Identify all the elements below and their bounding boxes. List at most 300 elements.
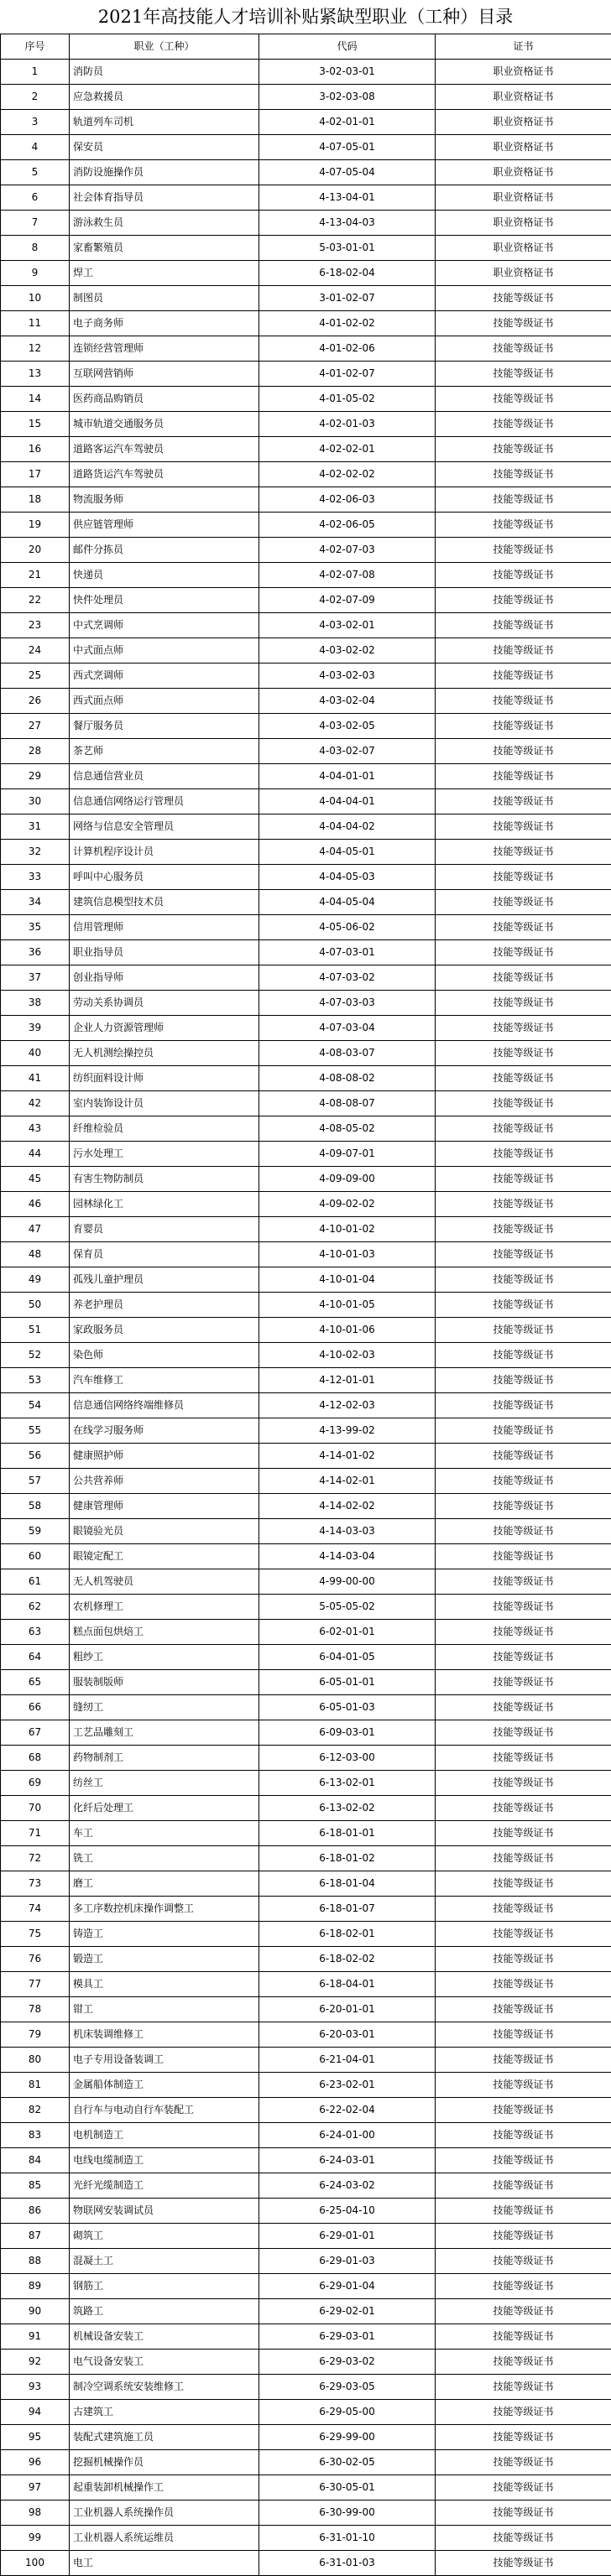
table-row [1,1469,611,1494]
occupation-table [0,34,611,2576]
row-occupation: 信用管理师 [70,915,259,940]
row-code: 4-05-06-02 [259,915,436,940]
row-index: 54 [1,1393,70,1418]
row-certificate: 技能等级证书 [436,1569,611,1595]
row-certificate: 技能等级证书 [436,814,611,840]
row-certificate: 技能等级证书 [436,764,611,789]
row-occupation: 互联网营销师 [70,362,259,387]
row-code: 4-10-01-05 [259,1293,436,1318]
table-row [1,1494,611,1519]
row-code: 4-13-04-03 [259,211,436,236]
table-row [1,764,611,789]
row-certificate: 技能等级证书 [436,563,611,588]
table-row [1,563,611,588]
row-index: 30 [1,789,70,814]
row-index: 82 [1,2098,70,2123]
row-certificate: 技能等级证书 [436,513,611,538]
row-index: 96 [1,2450,70,2475]
row-certificate: 技能等级证书 [436,2475,611,2501]
table-row [1,2324,611,2350]
row-certificate: 技能等级证书 [436,2526,611,2551]
row-index: 43 [1,1116,70,1142]
row-code: 6-24-03-01 [259,2148,436,2173]
row-code: 5-03-01-01 [259,236,436,261]
table-row [1,1569,611,1595]
table-row [1,261,611,286]
header-index: 序号 [1,34,70,60]
table-row [1,2475,611,2501]
row-occupation: 应急救援员 [70,85,259,110]
row-index: 89 [1,2274,70,2299]
row-index: 18 [1,487,70,513]
row-index: 38 [1,991,70,1016]
row-code: 4-10-01-06 [259,1318,436,1343]
row-certificate: 技能等级证书 [436,1771,611,1796]
table-row [1,462,611,487]
row-index: 33 [1,865,70,890]
row-index: 86 [1,2199,70,2224]
row-certificate: 技能等级证书 [436,1091,611,1116]
row-occupation: 装配式建筑施工员 [70,2425,259,2450]
table-row [1,110,611,135]
table-row [1,2249,611,2274]
row-occupation: 电机制造工 [70,2123,259,2148]
row-code: 4-03-02-01 [259,613,436,638]
row-index: 13 [1,362,70,387]
row-occupation: 纺丝工 [70,1771,259,1796]
row-certificate: 技能等级证书 [436,2501,611,2526]
table-row [1,1368,611,1393]
row-occupation: 工业机器人系统操作员 [70,2501,259,2526]
row-index: 78 [1,1997,70,2022]
row-occupation: 工业机器人系统运维员 [70,2526,259,2551]
row-certificate: 技能等级证书 [436,1469,611,1494]
row-index: 91 [1,2324,70,2350]
row-index: 55 [1,1418,70,1444]
row-code: 6-25-04-10 [259,2199,436,2224]
table-row [1,2224,611,2249]
row-occupation: 起重装卸机械操作工 [70,2475,259,2501]
row-index: 7 [1,211,70,236]
table-row [1,211,611,236]
row-occupation: 消防员 [70,60,259,85]
table-row [1,1620,611,1645]
row-code: 6-18-02-01 [259,1922,436,1947]
row-certificate: 职业资格证书 [436,110,611,135]
row-certificate: 技能等级证书 [436,840,611,865]
table-row [1,965,611,991]
table-row [1,1595,611,1620]
row-index: 4 [1,135,70,160]
row-certificate: 技能等级证书 [436,2224,611,2249]
row-certificate: 职业资格证书 [436,160,611,185]
row-certificate: 职业资格证书 [436,261,611,286]
row-index: 88 [1,2249,70,2274]
row-occupation: 建筑信息模型技术员 [70,890,259,915]
row-occupation: 游泳救生员 [70,211,259,236]
row-index: 58 [1,1494,70,1519]
row-index: 51 [1,1318,70,1343]
row-occupation: 钢筋工 [70,2274,259,2299]
row-certificate: 技能等级证书 [436,1846,611,1871]
table-row [1,2123,611,2148]
row-index: 64 [1,1645,70,1670]
row-index: 77 [1,1972,70,1997]
table-row [1,1871,611,1897]
row-index: 74 [1,1897,70,1922]
table-row [1,1746,611,1771]
row-index: 69 [1,1771,70,1796]
table-row [1,236,611,261]
row-certificate: 技能等级证书 [436,1897,611,1922]
table-row [1,2350,611,2375]
row-index: 19 [1,513,70,538]
table-row [1,1947,611,1972]
row-index: 70 [1,1796,70,1821]
row-code: 4-04-04-01 [259,789,436,814]
row-index: 66 [1,1695,70,1720]
table-row [1,1041,611,1066]
row-code: 4-03-02-03 [259,664,436,689]
row-index: 25 [1,664,70,689]
row-occupation: 眼镜验光员 [70,1519,259,1544]
row-certificate: 技能等级证书 [436,437,611,462]
row-index: 6 [1,185,70,211]
table-row [1,160,611,185]
table-row [1,1846,611,1871]
row-index: 21 [1,563,70,588]
row-index: 83 [1,2123,70,2148]
table-row [1,1796,611,1821]
row-certificate: 技能等级证书 [436,1871,611,1897]
row-occupation: 眼镜定配工 [70,1544,259,1569]
row-occupation: 园林绿化工 [70,1192,259,1217]
row-certificate: 技能等级证书 [436,1041,611,1066]
row-index: 24 [1,638,70,664]
table-row [1,2375,611,2400]
row-code: 4-02-07-09 [259,588,436,613]
table-row [1,513,611,538]
row-certificate: 技能等级证书 [436,689,611,714]
row-code: 4-10-02-03 [259,1343,436,1368]
table-row [1,940,611,965]
row-occupation: 养老护理员 [70,1293,259,1318]
row-certificate: 技能等级证书 [436,1519,611,1544]
row-code: 4-14-02-01 [259,1469,436,1494]
table-row [1,2551,611,2576]
table-row [1,689,611,714]
row-code: 6-12-03-00 [259,1746,436,1771]
row-certificate: 技能等级证书 [436,2199,611,2224]
row-occupation: 糕点面包烘焙工 [70,1620,259,1645]
row-certificate: 技能等级证书 [436,487,611,513]
row-certificate: 职业资格证书 [436,211,611,236]
row-occupation: 育婴员 [70,1217,259,1242]
table-row [1,638,611,664]
row-occupation: 无人机测绘操控员 [70,1041,259,1066]
row-occupation: 无人机驾驶员 [70,1569,259,1595]
row-occupation: 家政服务员 [70,1318,259,1343]
row-code: 4-08-08-07 [259,1091,436,1116]
row-occupation: 服装制版师 [70,1670,259,1695]
table-row [1,1972,611,1997]
row-code: 6-29-01-01 [259,2224,436,2249]
row-index: 50 [1,1293,70,1318]
table-row [1,1821,611,1846]
row-index: 84 [1,2148,70,2173]
row-certificate: 技能等级证书 [436,1746,611,1771]
table-row [1,336,611,362]
row-occupation: 劳动关系协调员 [70,991,259,1016]
row-certificate: 职业资格证书 [436,236,611,261]
row-index: 35 [1,915,70,940]
table-row [1,739,611,764]
row-index: 87 [1,2224,70,2249]
row-occupation: 电气设备安装工 [70,2350,259,2375]
row-code: 6-05-01-01 [259,1670,436,1695]
row-code: 4-02-06-03 [259,487,436,513]
row-occupation: 中式面点师 [70,638,259,664]
row-occupation: 挖掘机械操作员 [70,2450,259,2475]
row-index: 62 [1,1595,70,1620]
row-code: 4-07-03-01 [259,940,436,965]
row-certificate: 技能等级证书 [436,1494,611,1519]
row-certificate: 职业资格证书 [436,135,611,160]
row-occupation: 医药商品购销员 [70,387,259,412]
row-index: 67 [1,1720,70,1746]
row-index: 73 [1,1871,70,1897]
row-certificate: 技能等级证书 [436,965,611,991]
row-certificate: 技能等级证书 [436,1116,611,1142]
table-row [1,1922,611,1947]
row-index: 93 [1,2375,70,2400]
row-code: 6-18-01-01 [259,1821,436,1846]
row-code: 4-14-02-02 [259,1494,436,1519]
table-row [1,1242,611,1267]
row-certificate: 技能等级证书 [436,1293,611,1318]
row-index: 90 [1,2299,70,2324]
table-row [1,1167,611,1192]
row-code: 4-03-02-02 [259,638,436,664]
row-certificate: 技能等级证书 [436,2098,611,2123]
row-occupation: 焊工 [70,261,259,286]
row-certificate: 技能等级证书 [436,1142,611,1167]
row-code: 4-10-01-03 [259,1242,436,1267]
row-code: 6-18-01-02 [259,1846,436,1871]
row-occupation: 自行车与电动自行车装配工 [70,2098,259,2123]
row-certificate: 技能等级证书 [436,286,611,311]
table-row [1,840,611,865]
row-code: 4-02-07-08 [259,563,436,588]
row-index: 48 [1,1242,70,1267]
row-certificate: 技能等级证书 [436,387,611,412]
table-row [1,1897,611,1922]
row-occupation: 创业指导师 [70,965,259,991]
table-row [1,1771,611,1796]
row-occupation: 室内装饰设计员 [70,1091,259,1116]
row-code: 4-02-02-01 [259,437,436,462]
row-code: 4-03-02-04 [259,689,436,714]
row-code: 6-04-01-05 [259,1645,436,1670]
row-occupation: 锻造工 [70,1947,259,1972]
row-index: 85 [1,2173,70,2199]
row-code: 4-10-01-04 [259,1267,436,1293]
row-occupation: 呼叫中心服务员 [70,865,259,890]
row-occupation: 筑路工 [70,2299,259,2324]
row-certificate: 技能等级证书 [436,1997,611,2022]
row-occupation: 快递员 [70,563,259,588]
table-row [1,2022,611,2048]
row-certificate: 技能等级证书 [436,991,611,1016]
row-occupation: 社会体育指导员 [70,185,259,211]
header-certificate: 证书 [436,34,611,60]
row-occupation: 快件处理员 [70,588,259,613]
row-certificate: 技能等级证书 [436,865,611,890]
row-index: 8 [1,236,70,261]
row-code: 4-04-01-01 [259,764,436,789]
row-occupation: 健康照护师 [70,1444,259,1469]
row-code: 6-20-01-01 [259,1997,436,2022]
row-occupation: 药物制剂工 [70,1746,259,1771]
table-row [1,487,611,513]
row-code: 6-21-04-01 [259,2048,436,2073]
table-row [1,1695,611,1720]
row-code: 6-13-02-02 [259,1796,436,1821]
row-code: 6-29-03-02 [259,2350,436,2375]
header-occupation: 职业（工种） [70,34,259,60]
row-occupation: 职业指导员 [70,940,259,965]
row-index: 29 [1,764,70,789]
row-code: 4-07-03-02 [259,965,436,991]
row-code: 6-05-01-03 [259,1695,436,1720]
row-occupation: 中式烹调师 [70,613,259,638]
row-code: 6-30-02-05 [259,2450,436,2475]
row-code: 4-07-03-04 [259,1016,436,1041]
row-occupation: 电子专用设备装调工 [70,2048,259,2073]
row-certificate: 技能等级证书 [436,2324,611,2350]
row-index: 49 [1,1267,70,1293]
row-occupation: 在线学习服务师 [70,1418,259,1444]
row-index: 57 [1,1469,70,1494]
row-code: 6-24-03-02 [259,2173,436,2199]
row-occupation: 机械设备安装工 [70,2324,259,2350]
table-row [1,2274,611,2299]
row-index: 92 [1,2350,70,2375]
row-certificate: 技能等级证书 [436,1318,611,1343]
row-occupation: 粗纱工 [70,1645,259,1670]
row-code: 4-13-99-02 [259,1418,436,1444]
row-occupation: 汽车维修工 [70,1368,259,1393]
row-index: 31 [1,814,70,840]
row-code: 4-04-05-01 [259,840,436,865]
row-certificate: 技能等级证书 [436,412,611,437]
row-occupation: 制冷空调系统安装维修工 [70,2375,259,2400]
row-occupation: 制图员 [70,286,259,311]
table-row [1,1519,611,1544]
row-index: 98 [1,2501,70,2526]
row-index: 59 [1,1519,70,1544]
row-certificate: 技能等级证书 [436,2400,611,2425]
row-occupation: 电工 [70,2551,259,2576]
table-row [1,2148,611,2173]
row-code: 6-29-03-01 [259,2324,436,2350]
row-index: 72 [1,1846,70,1871]
table-row [1,135,611,160]
row-code: 6-18-01-04 [259,1871,436,1897]
table-row [1,991,611,1016]
row-certificate: 技能等级证书 [436,1016,611,1041]
row-occupation: 信息通信网络终端维修员 [70,1393,259,1418]
row-occupation: 农机修理工 [70,1595,259,1620]
row-certificate: 技能等级证书 [436,2299,611,2324]
row-occupation: 企业人力资源管理师 [70,1016,259,1041]
row-code: 3-02-03-08 [259,85,436,110]
row-index: 40 [1,1041,70,1066]
row-certificate: 技能等级证书 [436,1393,611,1418]
row-index: 12 [1,336,70,362]
row-certificate: 技能等级证书 [436,362,611,387]
row-index: 53 [1,1368,70,1393]
row-code: 4-13-04-01 [259,185,436,211]
row-index: 15 [1,412,70,437]
page-title: 2021年高技能人才培训补贴紧缺型职业（工种）目录 [97,7,514,27]
row-code: 4-08-05-02 [259,1116,436,1142]
row-certificate: 技能等级证书 [436,1620,611,1645]
row-code: 5-05-05-02 [259,1595,436,1620]
table-row [1,437,611,462]
row-code: 6-31-01-03 [259,2551,436,2576]
row-occupation: 钳工 [70,1997,259,2022]
row-code: 4-12-01-01 [259,1368,436,1393]
row-certificate: 技能等级证书 [436,1066,611,1091]
row-certificate: 技能等级证书 [436,2274,611,2299]
row-certificate: 技能等级证书 [436,1922,611,1947]
row-code: 4-02-02-02 [259,462,436,487]
row-index: 23 [1,613,70,638]
row-index: 100 [1,2551,70,2576]
row-occupation: 工艺品雕刻工 [70,1720,259,1746]
row-certificate: 技能等级证书 [436,2350,611,2375]
row-code: 6-30-05-01 [259,2475,436,2501]
row-code: 4-09-02-02 [259,1192,436,1217]
row-index: 99 [1,2526,70,2551]
row-occupation: 光纤光缆制造工 [70,2173,259,2199]
table-row [1,1091,611,1116]
row-occupation: 机床装调维修工 [70,2022,259,2048]
row-occupation: 西式烹调师 [70,664,259,689]
row-code: 6-30-99-00 [259,2501,436,2526]
row-code: 6-18-04-01 [259,1972,436,1997]
table-row [1,915,611,940]
table-row [1,412,611,437]
table-row [1,2425,611,2450]
row-index: 94 [1,2400,70,2425]
table-row [1,2299,611,2324]
row-index: 5 [1,160,70,185]
row-certificate: 技能等级证书 [436,739,611,764]
table-row [1,1066,611,1091]
row-index: 27 [1,714,70,739]
row-code: 6-13-02-01 [259,1771,436,1796]
row-occupation: 西式面点师 [70,689,259,714]
row-certificate: 技能等级证书 [436,336,611,362]
row-index: 20 [1,538,70,563]
row-occupation: 道路客运汽车驾驶员 [70,437,259,462]
row-code: 6-20-03-01 [259,2022,436,2048]
row-index: 36 [1,940,70,965]
table-row [1,1142,611,1167]
table-row [1,1267,611,1293]
